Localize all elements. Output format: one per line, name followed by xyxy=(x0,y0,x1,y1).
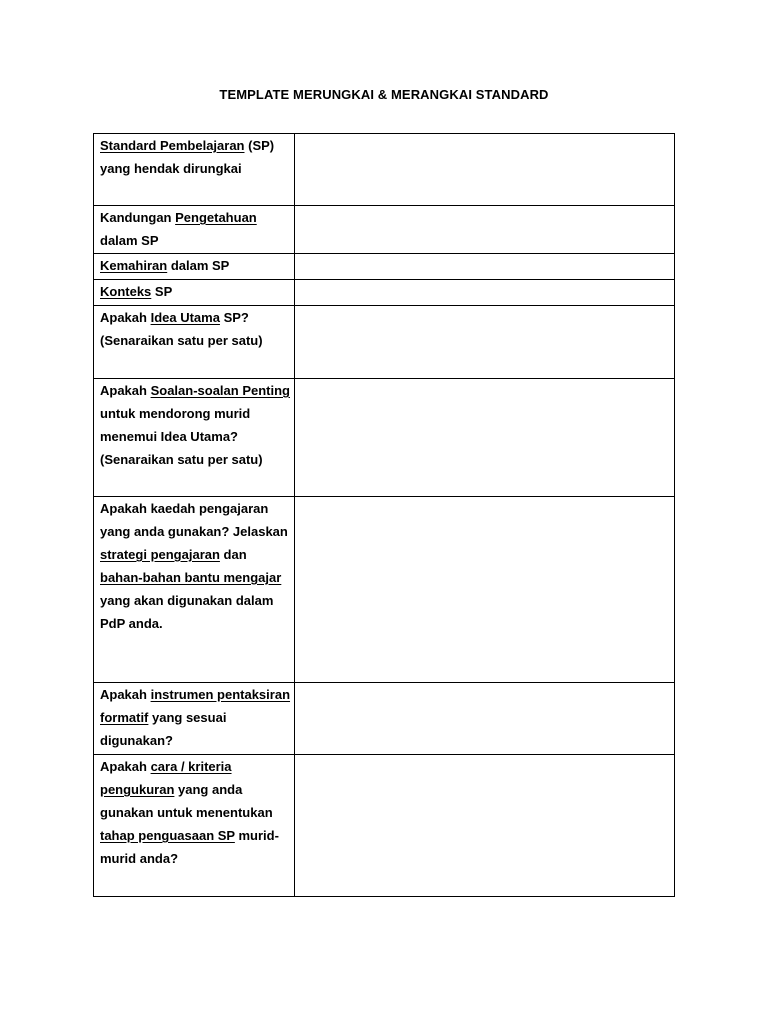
question-cell xyxy=(94,755,295,897)
question-text: Apakah xyxy=(100,687,151,702)
underlined-term: Konteks xyxy=(100,284,152,299)
question-cell xyxy=(94,306,295,379)
answer-cell[interactable] xyxy=(295,683,675,755)
question-text: yang akan digunakan dalam PdP anda. xyxy=(100,593,274,631)
question-text: yang sesuai digunakan? xyxy=(100,710,227,748)
underlined-term: Standard Pembelajaran xyxy=(100,138,245,153)
underlined-term: strategi pengajaran xyxy=(100,547,220,562)
table-row xyxy=(94,134,675,206)
underlined-term: Idea Utama xyxy=(150,310,220,325)
table-row xyxy=(94,497,675,683)
question-text: Kandungan xyxy=(100,210,176,225)
underlined-term: Pengetahuan xyxy=(175,210,257,225)
table-row xyxy=(94,379,675,497)
underlined-term: Kemahiran xyxy=(100,258,168,273)
answer-cell[interactable] xyxy=(295,206,675,254)
question-cell xyxy=(94,379,295,497)
question-cell xyxy=(94,280,295,306)
underlined-term: cara / kriteria pengukuran xyxy=(100,759,232,797)
question-cell xyxy=(94,134,295,206)
question-text: dan xyxy=(219,547,247,562)
table-row xyxy=(94,683,675,755)
question-text: (SP) yang hendak dirungkai xyxy=(100,138,275,176)
question-cell xyxy=(94,497,295,683)
underlined-term: tahap penguasaan SP xyxy=(100,828,235,843)
question-text: Apakah xyxy=(100,759,151,774)
answer-cell[interactable] xyxy=(295,254,675,280)
table-row xyxy=(94,755,675,897)
answer-cell[interactable] xyxy=(295,379,675,497)
question-cell xyxy=(94,206,295,254)
question-text: untuk mendorong murid menemui Idea Utama? (Senaraikan satu per satu) xyxy=(100,406,263,467)
question-text: dalam SP xyxy=(167,258,230,273)
table-row xyxy=(94,254,675,280)
underlined-term: instrumen pentaksiran formatif xyxy=(100,687,291,725)
answer-cell[interactable] xyxy=(295,280,675,306)
question-text: dalam SP xyxy=(100,233,159,248)
question-cell xyxy=(94,254,295,280)
answer-cell[interactable] xyxy=(295,755,675,897)
question-text: Apakah xyxy=(100,310,151,325)
answer-cell[interactable] xyxy=(295,497,675,683)
question-text: Apakah xyxy=(100,383,151,398)
table-row xyxy=(94,280,675,306)
template-table xyxy=(93,133,675,897)
question-text: yang anda gunakan untuk menentukan xyxy=(100,782,273,820)
question-text: murid-murid anda? xyxy=(100,828,279,866)
table-row xyxy=(94,306,675,379)
answer-cell[interactable] xyxy=(295,134,675,206)
underlined-term: bahan-bahan bantu mengajar xyxy=(100,570,282,585)
question-text: Apakah kaedah pengajaran yang anda gunakan? Jelaskan xyxy=(100,501,288,539)
underlined-term: Soalan-soalan Penting xyxy=(150,383,290,398)
question-cell xyxy=(94,683,295,755)
question-text: SP? (Senaraikan satu per satu) xyxy=(100,310,263,348)
answer-cell[interactable] xyxy=(295,306,675,379)
page-title: TEMPLATE MERUNGKAI & MERANGKAI STANDARD xyxy=(219,87,549,102)
table-row xyxy=(94,206,675,254)
question-text: SP xyxy=(151,284,173,299)
